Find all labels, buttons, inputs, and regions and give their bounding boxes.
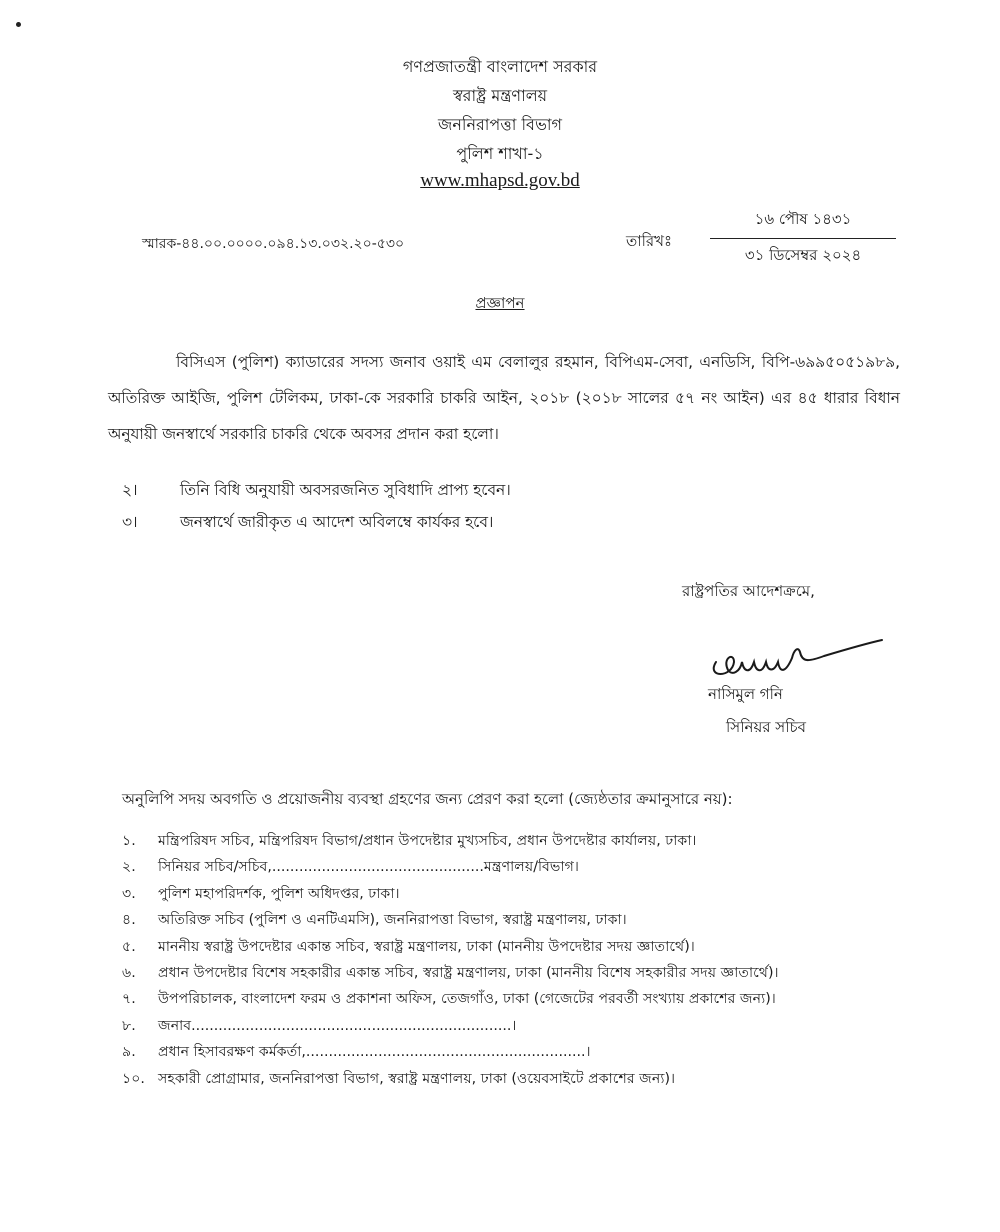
copy-list <box>122 828 922 1092</box>
list-item: ৩। জনস্বার্থে জারীকৃত এ আদেশ অবিলম্বে কার্যকর হবে। <box>122 513 494 531</box>
document-title: প্রজ্ঞাপন <box>475 294 525 312</box>
website-link[interactable]: www.mhapsd.gov.bd <box>420 170 580 191</box>
date-bengali: ১৬ পৌষ ১৪৩১ <box>754 210 852 228</box>
order-by: রাষ্ট্রপতির আদেশক্রমে, <box>682 582 815 600</box>
copy-list-item: ৪. অতিরিক্ত সচিব (পুলিশ ও এনটিএমসি), জননিরাপত্তা বিভাগ, স্বরাষ্ট্র মন্ত্রণালয়, ঢাকা। <box>122 912 627 929</box>
body-paragraph: বিসিএস (পুলিশ) ক্যাডারের সদস্য জনাব ওয়াই এম বেলালুর রহমান, বিপিএম-সেবা, এনডিসি, বিপি-৬৯৯৫০৫১৯৮৯, অতিরিক্ত আইজি, পুলিশ টেলিকম, ঢাকা-কে সরকারি চাকরি আইন, ২০১৮ (২০১৮ সালের ৫৭ নং আইন) এর ৪৫ ধারার বিধান অনুযায়ী জনস্বার্থে সরকারি চাকরি থেকে অবসর প্রদান করা হলো। <box>108 353 900 443</box>
date-gregorian: ৩১ ডিসেম্বর ২০২৪ <box>744 246 862 264</box>
copy-list-item: ১০. সহকারী প্রোগ্রামার, জননিরাপত্তা বিভাগ, স্বরাষ্ট্র মন্ত্রণালয়, ঢাকা (ওয়েবসাইটে প্রকাশের জন্য)। <box>122 1070 676 1087</box>
ministry-name: স্বরাষ্ট্র মন্ত্রণালয় <box>452 86 548 105</box>
letterhead <box>0 52 1000 192</box>
signer-name: নাসিমুল গনি <box>708 685 783 703</box>
date-divider <box>710 238 896 239</box>
branch-name: পুলিশ শাখা-১ <box>456 144 544 163</box>
copy-list-item: ৯. প্রধান হিসাবরক্ষণ কর্মকর্তা,..............................................................। <box>122 1044 591 1061</box>
copy-list-item: ১. মন্ত্রিপরিষদ সচিব, মন্ত্রিপরিষদ বিভাগ/প্রধান উপদেষ্টার মুখ্যসচিব, প্রধান উপদেষ্টার কার্যালয়, ঢাকা। <box>122 833 697 849</box>
division-name: জননিরাপত্তা বিভাগ <box>438 115 562 134</box>
copy-list-item: ৫. মাননীয় স্বরাষ্ট্র উপদেষ্টার একান্ত সচিব, স্বরাষ্ট্র মন্ত্রণালয়, ঢাকা (মাননীয় উপদেষ্টার সদয় জ্ঞাতার্থে)। <box>122 938 695 955</box>
copy-list-item: ৩. পুলিশ মহাপরিদর্শক, পুলিশ অধিদপ্তর, ঢাকা। <box>122 885 400 902</box>
list-item: ২। তিনি বিধি অনুযায়ী অবসরজনিত সুবিধাদি প্রাপ্য হবেন। <box>122 481 511 499</box>
government-name: গণপ্রজাতন্ত্রী বাংলাদেশ সরকার <box>402 57 598 76</box>
copy-list-item: ৮. জনাব.......................................................................। <box>122 1017 517 1034</box>
copy-list-item: ৬. প্রধান উপদেষ্টার বিশেষ সহকারীর একান্ত সচিব, স্বরাষ্ট্র মন্ত্রণালয়, ঢাকা (মাননীয় বিশেষ সহকারীর সদয় জ্ঞাতার্থে)। <box>122 964 779 981</box>
scan-mark <box>16 22 21 27</box>
copy-list-item: ৭. উপপরিচালক, বাংলাদেশ ফরম ও প্রকাশনা অফিস, তেজগাঁও, ঢাকা (গেজেটের পরবর্তী সংখ্যায় প্রকাশের জন্য)। <box>122 991 776 1008</box>
copy-intro: অনুলিপি সদয় অবগতি ও প্রয়োজনীয় ব্যবস্থা গ্রহণের জন্য প্রেরণ করা হলো (জ্যেষ্ঠতার ক্রমানুসারে নয়): <box>122 790 733 808</box>
memo-number: স্মারক-৪৪.০০.০০০০.০৯৪.১৩.০৩২.২০-৫৩০ <box>142 236 405 252</box>
signer-title: সিনিয়র সচিব <box>726 718 806 736</box>
copy-list-item: ২. সিনিয়র সচিব/সচিব,...............................................মন্ত্রণালয়/বিভাগ। <box>122 859 579 876</box>
signature-image <box>704 632 886 682</box>
date-label: তারিখঃ <box>626 232 672 250</box>
